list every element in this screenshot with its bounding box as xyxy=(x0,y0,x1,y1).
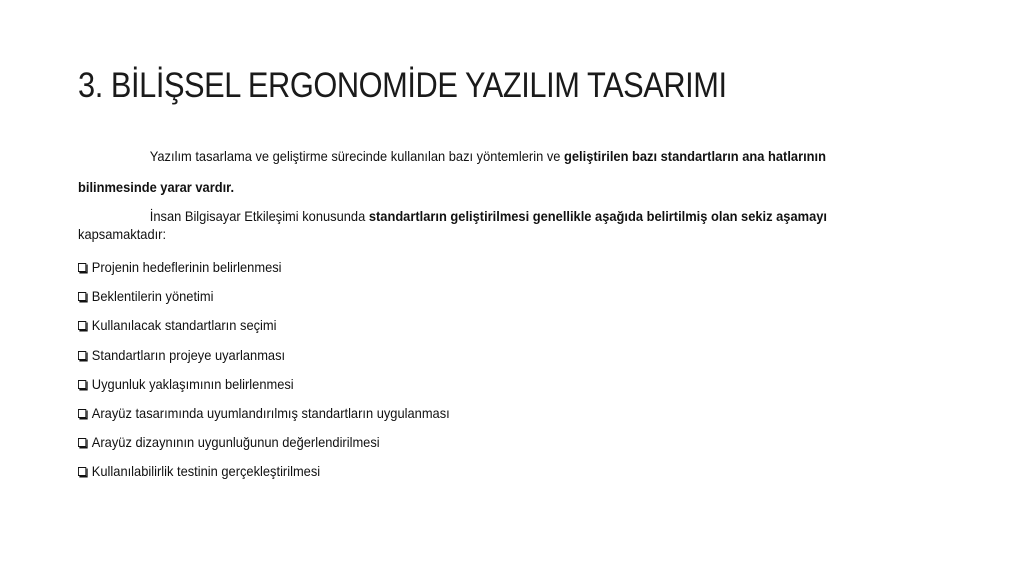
paragraph-2-line-1 xyxy=(78,207,959,225)
list-item-label: Kullanılabilirlik testinin gerçekleştirilmesi xyxy=(91,463,321,480)
checkbox-bullet-icon xyxy=(78,263,86,272)
checkbox-bullet-icon xyxy=(78,321,86,330)
checkbox-bullet-icon xyxy=(78,438,86,447)
paragraph-1-text: Yazılım tasarlama ve geliştirme sürecinde kullanılan bazı yöntemlerin ve xyxy=(149,148,565,164)
checkbox-bullet-icon xyxy=(78,351,86,360)
paragraph-2-line-2: kapsamaktadır: xyxy=(78,226,167,242)
paragraph-1-line-1 xyxy=(78,147,959,165)
list-item xyxy=(78,462,482,491)
list-item xyxy=(78,375,482,404)
list-item-label: Arayüz tasarımında uyumlandırılmış standartların uygulanması xyxy=(91,404,450,421)
list-item-label: Beklentilerin yönetimi xyxy=(91,288,214,305)
list-item-label: Uygunluk yaklaşımının belirlenmesi xyxy=(91,375,294,392)
list-item-label: Standartların projeye uyarlanması xyxy=(91,346,286,363)
list-item xyxy=(78,258,482,287)
checkbox-bullet-icon xyxy=(78,380,86,389)
checkbox-bullet-icon xyxy=(78,409,86,418)
paragraph-2-text: İnsan Bilgisayar Etkileşimi konusunda xyxy=(149,208,369,224)
slide-title: 3. BİLİŞSEL ERGONOMİDE YAZILIM TASARIMI xyxy=(78,66,727,105)
paragraph-2-bold-text: standartların geliştirilmesi genellikle aşağıda belirtilmiş olan sekiz aşamayı xyxy=(368,208,827,224)
list-item xyxy=(78,287,482,316)
checkbox-bullet-icon xyxy=(78,467,86,476)
list-item xyxy=(78,433,482,462)
paragraph-1-line-2: bilinmesinde yarar vardır. xyxy=(78,179,235,195)
list-item xyxy=(78,316,482,345)
checkbox-bullet-icon xyxy=(78,292,86,301)
paragraph-1-bold-text: geliştirilen bazı standartların ana hatlarının xyxy=(564,148,826,164)
list-item xyxy=(78,404,482,433)
list-item xyxy=(78,346,482,375)
list-item-label: Projenin hedeflerinin belirlenmesi xyxy=(91,259,282,275)
list-item-label: Arayüz dizaynının uygunluğunun değerlendirilmesi xyxy=(91,434,380,451)
stage-list xyxy=(78,258,482,492)
slide-body xyxy=(78,140,918,243)
list-item-label: Kullanılacak standartların seçimi xyxy=(91,317,277,334)
